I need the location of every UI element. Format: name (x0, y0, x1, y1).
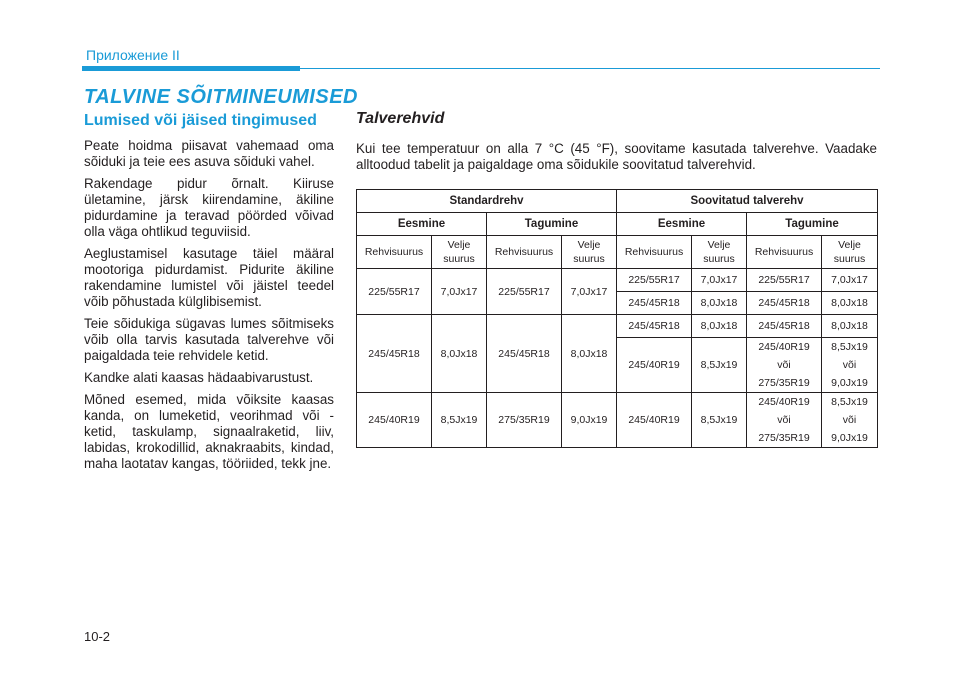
col-rim-size (562, 236, 617, 269)
table-cell: 245/45R18 (357, 315, 432, 393)
winter-tire-table (356, 189, 878, 448)
stack-line: või (842, 359, 857, 371)
paragraph: Teie sõidukiga sügavas lumes sõitmiseks võib olla tarvis kasutada talverehve või paigaldada teie rehvidele ketid. (84, 316, 334, 363)
col-tire-size: Rehvisuurus (487, 236, 562, 269)
table-cell: 225/55R17 (487, 269, 562, 315)
paragraph: Aeglustamisel kasutage täiel määral mootoriga pidurdamist. Pidurite äkiline rakendamine lumistel või jäistel teedel võib põhustada külglibisemist. (84, 246, 334, 309)
table-cell-stack (747, 393, 822, 448)
table-cell: 245/45R18 (617, 292, 692, 315)
table-cell: 8,0Jx18 (692, 292, 747, 315)
table-cell: 245/40R19 (357, 393, 432, 448)
table-cell: 8,0Jx18 (822, 292, 878, 315)
table-cell: 8,0Jx18 (562, 315, 617, 393)
rim-line1: Velje (707, 239, 731, 251)
header-winter-front: Eesmine (617, 213, 747, 236)
table-cell: 8,0Jx18 (692, 315, 747, 338)
header-std-front: Eesmine (357, 213, 487, 236)
header-std-rear: Tagumine (487, 213, 617, 236)
paragraph: Rakendage pidur õrnalt. Kiiruse ületamine, järsk kiirendamine, äkiline pidurdamine ja teravad pöörded võivad olla väga ohtlikud teguviisid. (84, 176, 334, 239)
stack-line: või (777, 359, 791, 371)
table-cell: 8,5Jx19 (432, 393, 487, 448)
header-rule-thin (300, 68, 880, 69)
table-cell-stack (822, 393, 878, 448)
rim-line1: Velje (577, 239, 601, 251)
intro-paragraph: Kui tee temperatuur on alla 7 °C (45 °F), soovitame kasutada talverehve. Vaadake alltoodud tabelit ja paigaldage oma sõidukile soovitatud talverehvid. (356, 141, 877, 172)
left-column (84, 112, 334, 478)
table-cell: 8,0Jx18 (822, 315, 878, 338)
stack-line: 8,5Jx19 (831, 341, 868, 353)
table-cell: 245/45R18 (487, 315, 562, 393)
col-tire-size: Rehvisuurus (357, 236, 432, 269)
section-heading: Lumised või jäised tingimused (84, 112, 317, 129)
header-rule-thick (82, 66, 300, 71)
table-cell-stack (747, 338, 822, 393)
stack-line: 275/35R19 (758, 377, 810, 389)
table-cell: 7,0Jx17 (432, 269, 487, 315)
rim-line2: suurus (573, 253, 605, 265)
table-cell: 245/45R18 (617, 315, 692, 338)
stack-line: 9,0Jx19 (831, 432, 868, 444)
header-winter-rear: Tagumine (747, 213, 878, 236)
rim-line2: suurus (443, 253, 475, 265)
stack-line: 8,5Jx19 (831, 396, 868, 408)
header-winter: Soovitatud talverehv (617, 190, 878, 213)
col-tire-size: Rehvisuurus (747, 236, 822, 269)
paragraph: Peate hoidma piisavat vahemaad oma sõiduki ja teie ees asuva sõiduki vahel. (84, 138, 334, 169)
rim-line1: Velje (838, 239, 861, 251)
rim-line2: suurus (833, 253, 866, 265)
col-rim-size (692, 236, 747, 269)
rim-line1: Velje (447, 239, 471, 251)
stack-line: 275/35R19 (758, 432, 810, 444)
table-cell: 245/40R19 (617, 338, 692, 393)
rim-line2: suurus (703, 253, 735, 265)
stack-line: või (842, 414, 857, 426)
table-cell: 225/55R17 (357, 269, 432, 315)
table-cell: 245/40R19 (617, 393, 692, 448)
table-cell: 9,0Jx19 (562, 393, 617, 448)
stack-line: või (777, 414, 791, 426)
chapter-title: TALVINE SÕITMINEUMISED (84, 86, 358, 108)
paragraph: Kandke alati kaasas hädaabivarustust. (84, 370, 314, 385)
table-cell: 7,0Jx17 (692, 269, 747, 292)
right-column (356, 110, 877, 173)
table-cell: 245/45R18 (747, 292, 822, 315)
table-cell: 8,5Jx19 (692, 393, 747, 448)
col-rim-size (432, 236, 487, 269)
stack-line: 9,0Jx19 (831, 377, 868, 389)
sub-heading: Talverehvid (356, 110, 445, 127)
paragraph: Mõned esemed, mida võiksite kaasas kanda, on lumeketid, veorihmad või -ketid, taskulamp, signaalraketid, liiv, labidas, krokodillid, aknakraabits, kindad, maha laotatav kangas, tööriided, tekk jne. (84, 392, 334, 471)
stack-line: 245/40R19 (758, 396, 810, 408)
table-cell: 225/55R17 (747, 269, 822, 292)
page-number: 10-2 (84, 629, 111, 644)
table-cell: 275/35R19 (487, 393, 562, 448)
col-rim-size (822, 236, 878, 269)
table-cell: 8,0Jx18 (432, 315, 487, 393)
table-cell-stack (822, 338, 878, 393)
table-cell: 7,0Jx17 (822, 269, 878, 292)
table-cell: 8,5Jx19 (692, 338, 747, 393)
col-tire-size: Rehvisuurus (617, 236, 692, 269)
table-cell: 225/55R17 (617, 269, 692, 292)
stack-line: 245/40R19 (758, 341, 810, 353)
header-standard: Standardrehv (357, 190, 617, 213)
section-label: Приложение II (86, 47, 180, 63)
table-cell: 245/45R18 (747, 315, 822, 338)
table-cell: 7,0Jx17 (562, 269, 617, 315)
